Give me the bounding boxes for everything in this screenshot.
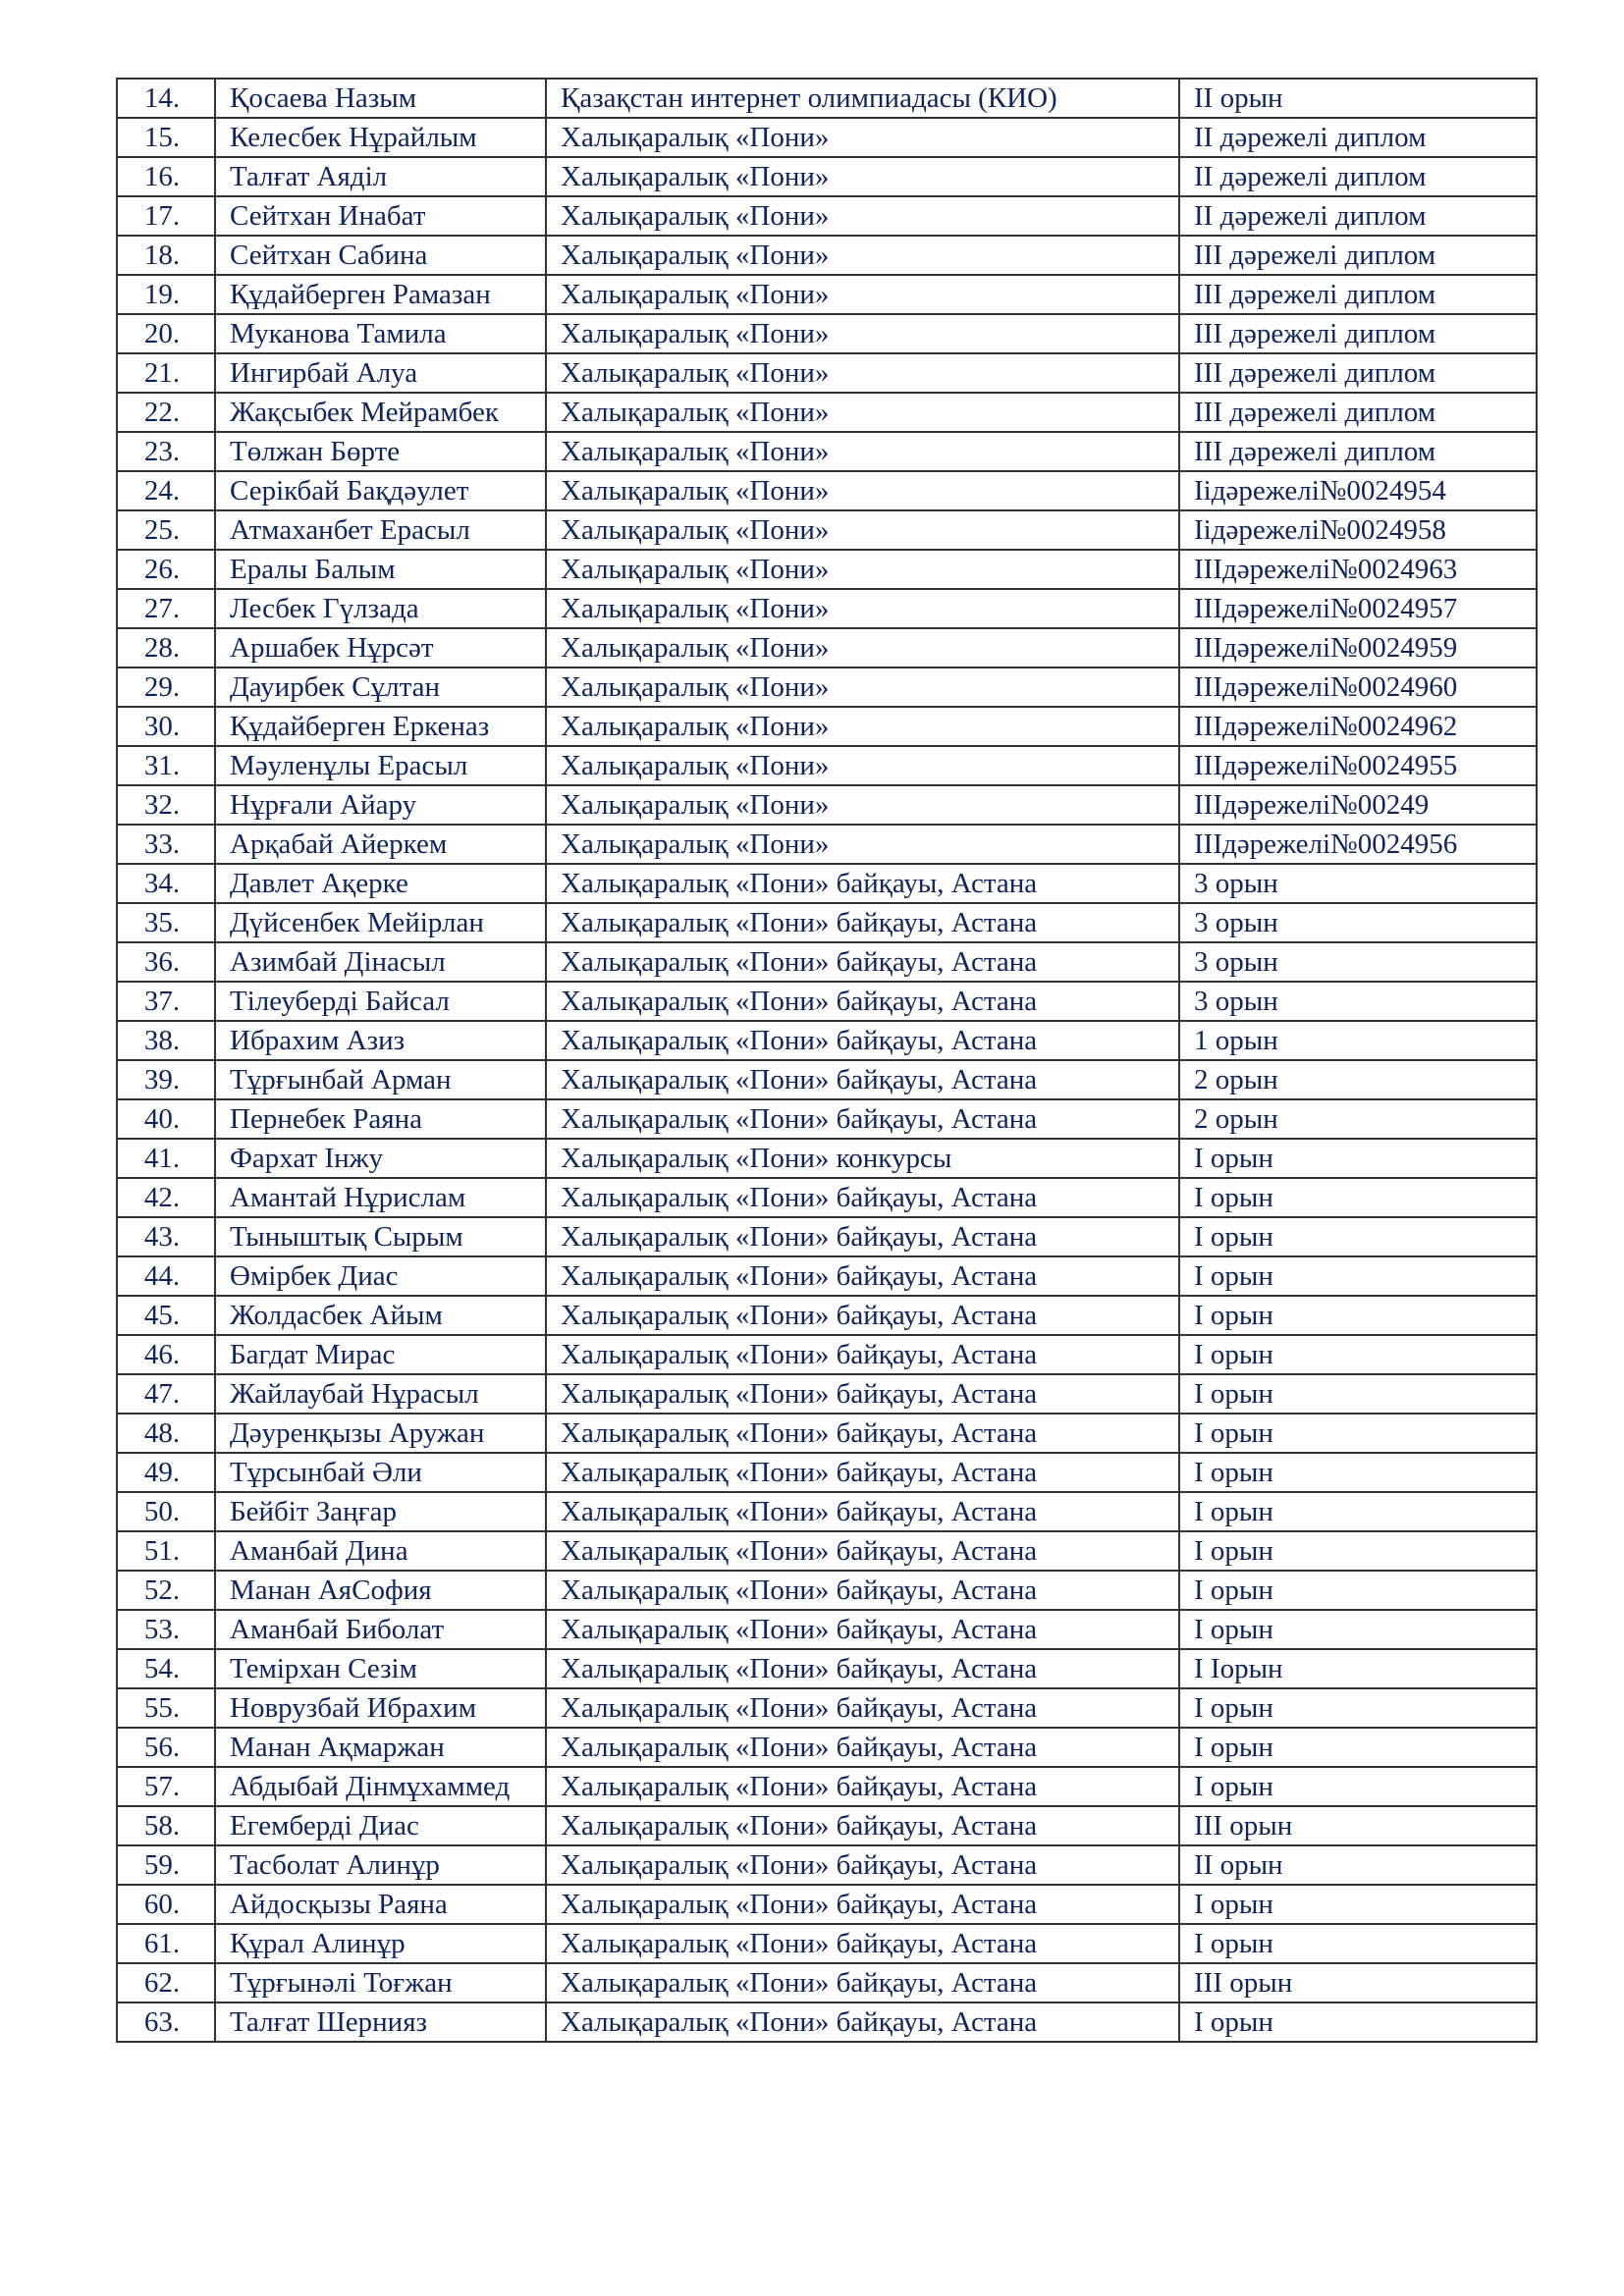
participant-name-cell: Егемберді Диас	[215, 1806, 546, 1845]
award-cell: III дәрежелі диплом	[1179, 275, 1537, 314]
table-row	[117, 1374, 1537, 1414]
competition-cell: Халықаралық «Пони» байқауы, Астана	[546, 1924, 1179, 1963]
table-row	[117, 1924, 1537, 1963]
table-row	[117, 942, 1537, 982]
row-number-cell: 15.	[117, 118, 215, 157]
award-cell: I орын	[1179, 1688, 1537, 1728]
row-number-cell: 62.	[117, 1963, 215, 2002]
participant-name-cell: Өмірбек Диас	[215, 1256, 546, 1296]
award-cell: IIIдәрежелі№0024959	[1179, 628, 1537, 667]
row-number-cell: 37.	[117, 982, 215, 1021]
table-row	[117, 1885, 1537, 1924]
participant-name-cell: Дүйсенбек Мейірлан	[215, 903, 546, 942]
row-number-cell: 52.	[117, 1571, 215, 1610]
award-cell: III орын	[1179, 1963, 1537, 2002]
participant-name-cell: Нұрғали Айару	[215, 785, 546, 825]
table-row	[117, 1806, 1537, 1845]
participant-name-cell: Талғат Аяділ	[215, 157, 546, 196]
table-row	[117, 393, 1537, 432]
row-number-cell: 44.	[117, 1256, 215, 1296]
row-number-cell: 53.	[117, 1610, 215, 1649]
table-row	[117, 628, 1537, 667]
table-row	[117, 903, 1537, 942]
row-number-cell: 33.	[117, 825, 215, 864]
row-number-cell: 43.	[117, 1217, 215, 1256]
row-number-cell: 36.	[117, 942, 215, 982]
award-cell: I орын	[1179, 1610, 1537, 1649]
table-row	[117, 785, 1537, 825]
participant-name-cell: Темірхан Сезім	[215, 1649, 546, 1688]
row-number-cell: 19.	[117, 275, 215, 314]
award-cell: 3 орын	[1179, 982, 1537, 1021]
row-number-cell: 57.	[117, 1767, 215, 1806]
row-number-cell: 34.	[117, 864, 215, 903]
table-row	[117, 79, 1537, 118]
row-number-cell: 47.	[117, 1374, 215, 1414]
table-row	[117, 1139, 1537, 1178]
row-number-cell: 58.	[117, 1806, 215, 1845]
table-row	[117, 118, 1537, 157]
table-row	[117, 864, 1537, 903]
row-number-cell: 18.	[117, 236, 215, 275]
participant-name-cell: Аманбай Биболат	[215, 1610, 546, 1649]
competition-cell: Халықаралық «Пони»	[546, 432, 1179, 471]
award-cell: I орын	[1179, 1414, 1537, 1453]
row-number-cell: 51.	[117, 1531, 215, 1571]
table-row	[117, 1492, 1537, 1531]
participant-name-cell: Тұрсынбай Әли	[215, 1453, 546, 1492]
table-row	[117, 1453, 1537, 1492]
table-row	[117, 314, 1537, 353]
competition-cell: Халықаралық «Пони» байқауы, Астана	[546, 1806, 1179, 1845]
competition-cell: Халықаралық «Пони»	[546, 353, 1179, 393]
row-number-cell: 32.	[117, 785, 215, 825]
row-number-cell: 35.	[117, 903, 215, 942]
row-number-cell: 14.	[117, 79, 215, 118]
row-number-cell: 60.	[117, 1885, 215, 1924]
participant-name-cell: Аманбай Дина	[215, 1531, 546, 1571]
table-row	[117, 589, 1537, 628]
participant-name-cell: Лесбек Гүлзада	[215, 589, 546, 628]
award-cell: I орын	[1179, 1571, 1537, 1610]
award-cell: IIIдәрежелі№0024960	[1179, 667, 1537, 707]
row-number-cell: 24.	[117, 471, 215, 510]
participant-name-cell: Құдайберген Рамазан	[215, 275, 546, 314]
participant-name-cell: Давлет Ақерке	[215, 864, 546, 903]
participant-name-cell: Амантай Нұрислам	[215, 1178, 546, 1217]
competition-cell: Халықаралық «Пони» байқауы, Астана	[546, 1571, 1179, 1610]
competition-cell: Халықаралық «Пони» байқауы, Астана	[546, 1885, 1179, 1924]
competition-cell: Халықаралық «Пони» байқауы, Астана	[546, 942, 1179, 982]
table-row	[117, 236, 1537, 275]
table-row	[117, 746, 1537, 785]
competition-cell: Халықаралық «Пони»	[546, 746, 1179, 785]
table-row	[117, 1217, 1537, 1256]
award-cell: II орын	[1179, 1845, 1537, 1885]
table-row	[117, 1178, 1537, 1217]
participant-name-cell: Құдайберген Еркеназ	[215, 707, 546, 746]
row-number-cell: 27.	[117, 589, 215, 628]
participant-name-cell: Серікбай Бақдәулет	[215, 471, 546, 510]
competition-cell: Халықаралық «Пони» конкурсы	[546, 1139, 1179, 1178]
competition-cell: Халықаралық «Пони»	[546, 236, 1179, 275]
table-row	[117, 353, 1537, 393]
row-number-cell: 48.	[117, 1414, 215, 1453]
participant-name-cell: Атмаханбет Ерасыл	[215, 510, 546, 550]
table-row	[117, 1728, 1537, 1767]
row-number-cell: 39.	[117, 1060, 215, 1099]
table-row	[117, 1963, 1537, 2002]
award-cell: 2 орын	[1179, 1099, 1537, 1139]
award-cell: I орын	[1179, 1885, 1537, 1924]
table-row	[117, 1256, 1537, 1296]
table-row	[117, 707, 1537, 746]
participant-name-cell: Манан АяСофия	[215, 1571, 546, 1610]
row-number-cell: 17.	[117, 196, 215, 236]
participant-name-cell: Жолдасбек Айым	[215, 1296, 546, 1335]
participant-name-cell: Тыныштық Сырым	[215, 1217, 546, 1256]
participant-name-cell: Азимбай Дінасыл	[215, 942, 546, 982]
participant-name-cell: Қосаева Назым	[215, 79, 546, 118]
competition-cell: Халықаралық «Пони»	[546, 550, 1179, 589]
participant-name-cell: Аршабек Нұрсәт	[215, 628, 546, 667]
row-number-cell: 41.	[117, 1139, 215, 1178]
participant-name-cell: Муканова Тамила	[215, 314, 546, 353]
participant-name-cell: Төлжан Бөрте	[215, 432, 546, 471]
table-row	[117, 510, 1537, 550]
participant-name-cell: Тұрғынбай Арман	[215, 1060, 546, 1099]
row-number-cell: 31.	[117, 746, 215, 785]
table-row	[117, 1335, 1537, 1374]
competition-cell: Халықаралық «Пони» байқауы, Астана	[546, 1099, 1179, 1139]
row-number-cell: 21.	[117, 353, 215, 393]
award-cell: Iідәрежелі№0024954	[1179, 471, 1537, 510]
competition-cell: Халықаралық «Пони» байқауы, Астана	[546, 1767, 1179, 1806]
award-cell: I орын	[1179, 1217, 1537, 1256]
participant-name-cell: Келесбек Нұрайлым	[215, 118, 546, 157]
competition-cell: Халықаралық «Пони» байқауы, Астана	[546, 864, 1179, 903]
participant-name-cell: Манан Ақмаржан	[215, 1728, 546, 1767]
participant-name-cell: Пернебек Раяна	[215, 1099, 546, 1139]
table-row	[117, 1414, 1537, 1453]
row-number-cell: 38.	[117, 1021, 215, 1060]
participant-name-cell: Жайлаубай Нұрасыл	[215, 1374, 546, 1414]
competition-cell: Халықаралық «Пони» байқауы, Астана	[546, 1649, 1179, 1688]
competition-cell: Халықаралық «Пони»	[546, 118, 1179, 157]
row-number-cell: 42.	[117, 1178, 215, 1217]
competition-cell: Халықаралық «Пони»	[546, 393, 1179, 432]
participant-name-cell: Мәуленұлы Ерасыл	[215, 746, 546, 785]
award-cell: I орын	[1179, 2002, 1537, 2042]
award-cell: III дәрежелі диплом	[1179, 314, 1537, 353]
award-cell: I орын	[1179, 1296, 1537, 1335]
table-row	[117, 275, 1537, 314]
competition-cell: Халықаралық «Пони» байқауы, Астана	[546, 1256, 1179, 1296]
table-row	[117, 1571, 1537, 1610]
competition-cell: Халықаралық «Пони» байқауы, Астана	[546, 1021, 1179, 1060]
award-cell: 2 орын	[1179, 1060, 1537, 1099]
award-cell: I орын	[1179, 1492, 1537, 1531]
award-cell: IIIдәрежелі№0024956	[1179, 825, 1537, 864]
competition-cell: Халықаралық «Пони»	[546, 667, 1179, 707]
award-cell: II дәрежелі диплом	[1179, 196, 1537, 236]
participant-name-cell: Ибрахим Азиз	[215, 1021, 546, 1060]
competition-cell: Халықаралық «Пони»	[546, 707, 1179, 746]
row-number-cell: 29.	[117, 667, 215, 707]
award-cell: I орын	[1179, 1531, 1537, 1571]
table-row	[117, 1649, 1537, 1688]
participant-name-cell: Дәуренқызы Аружан	[215, 1414, 546, 1453]
award-cell: II орын	[1179, 79, 1537, 118]
competition-cell: Халықаралық «Пони» байқауы, Астана	[546, 2002, 1179, 2042]
award-cell: III орын	[1179, 1806, 1537, 1845]
competition-cell: Халықаралық «Пони»	[546, 510, 1179, 550]
competition-cell: Халықаралық «Пони»	[546, 825, 1179, 864]
row-number-cell: 61.	[117, 1924, 215, 1963]
participant-name-cell: Сейтхан Инабат	[215, 196, 546, 236]
table-row	[117, 471, 1537, 510]
row-number-cell: 63.	[117, 2002, 215, 2042]
table-row	[117, 550, 1537, 589]
row-number-cell: 28.	[117, 628, 215, 667]
table-row	[117, 1610, 1537, 1649]
award-cell: 3 орын	[1179, 903, 1537, 942]
table-row	[117, 2002, 1537, 2042]
row-number-cell: 23.	[117, 432, 215, 471]
award-cell: IIIдәрежелі№00249	[1179, 785, 1537, 825]
participant-name-cell: Тұрғынәлі Тоғжан	[215, 1963, 546, 2002]
competition-cell: Халықаралық «Пони»	[546, 628, 1179, 667]
award-cell: I орын	[1179, 1767, 1537, 1806]
participant-name-cell: Тасболат Алинұр	[215, 1845, 546, 1885]
row-number-cell: 46.	[117, 1335, 215, 1374]
competition-cell: Халықаралық «Пони» байқауы, Астана	[546, 1414, 1179, 1453]
competition-cell: Халықаралық «Пони» байқауы, Астана	[546, 1453, 1179, 1492]
award-cell: II дәрежелі диплом	[1179, 157, 1537, 196]
table-row	[117, 825, 1537, 864]
row-number-cell: 54.	[117, 1649, 215, 1688]
table-row	[117, 1688, 1537, 1728]
award-cell: I орын	[1179, 1178, 1537, 1217]
table-row	[117, 1531, 1537, 1571]
table-row	[117, 1296, 1537, 1335]
table-row	[117, 1767, 1537, 1806]
row-number-cell: 25.	[117, 510, 215, 550]
award-cell: IIIдәрежелі№0024962	[1179, 707, 1537, 746]
table-row	[117, 1099, 1537, 1139]
award-cell: IIIдәрежелі№0024957	[1179, 589, 1537, 628]
award-cell: 3 орын	[1179, 942, 1537, 982]
row-number-cell: 40.	[117, 1099, 215, 1139]
award-cell: I орын	[1179, 1374, 1537, 1414]
competition-cell: Халықаралық «Пони» байқауы, Астана	[546, 1728, 1179, 1767]
awards-table-body	[117, 79, 1537, 2042]
row-number-cell: 22.	[117, 393, 215, 432]
competition-cell: Халықаралық «Пони» байқауы, Астана	[546, 1492, 1179, 1531]
competition-cell: Халықаралық «Пони» байқауы, Астана	[546, 1178, 1179, 1217]
participant-name-cell: Багдат Мирас	[215, 1335, 546, 1374]
competition-cell: Халықаралық «Пони» байқауы, Астана	[546, 1374, 1179, 1414]
table-row	[117, 432, 1537, 471]
competition-cell: Халықаралық «Пони» байқауы, Астана	[546, 1610, 1179, 1649]
row-number-cell: 59.	[117, 1845, 215, 1885]
row-number-cell: 16.	[117, 157, 215, 196]
competition-cell: Халықаралық «Пони»	[546, 589, 1179, 628]
row-number-cell: 56.	[117, 1728, 215, 1767]
award-cell: II дәрежелі диплом	[1179, 118, 1537, 157]
competition-cell: Халықаралық «Пони» байқауы, Астана	[546, 1845, 1179, 1885]
award-cell: III дәрежелі диплом	[1179, 236, 1537, 275]
award-cell: IIIдәрежелі№0024963	[1179, 550, 1537, 589]
row-number-cell: 20.	[117, 314, 215, 353]
competition-cell: Халықаралық «Пони»	[546, 196, 1179, 236]
award-cell: III дәрежелі диплом	[1179, 432, 1537, 471]
award-cell: I орын	[1179, 1335, 1537, 1374]
participant-name-cell: Арқабай Айеркем	[215, 825, 546, 864]
participant-name-cell: Дауирбек Сұлтан	[215, 667, 546, 707]
award-cell: I Iорын	[1179, 1649, 1537, 1688]
awards-table	[116, 78, 1538, 2043]
participant-name-cell: Фархат Інжу	[215, 1139, 546, 1178]
row-number-cell: 50.	[117, 1492, 215, 1531]
participant-name-cell: Новрузбай Ибрахим	[215, 1688, 546, 1728]
competition-cell: Халықаралық «Пони»	[546, 157, 1179, 196]
row-number-cell: 55.	[117, 1688, 215, 1728]
competition-cell: Халықаралық «Пони» байқауы, Астана	[546, 903, 1179, 942]
row-number-cell: 45.	[117, 1296, 215, 1335]
row-number-cell: 26.	[117, 550, 215, 589]
competition-cell: Халықаралық «Пони» байқауы, Астана	[546, 1688, 1179, 1728]
participant-name-cell: Сейтхан Сабина	[215, 236, 546, 275]
award-cell: I орын	[1179, 1139, 1537, 1178]
participant-name-cell: Бейбіт Заңғар	[215, 1492, 546, 1531]
table-row	[117, 982, 1537, 1021]
award-cell: I орын	[1179, 1256, 1537, 1296]
participant-name-cell: Талғат Шернияз	[215, 2002, 546, 2042]
competition-cell: Халықаралық «Пони» байқауы, Астана	[546, 1531, 1179, 1571]
competition-cell: Халықаралық «Пони» байқауы, Астана	[546, 1335, 1179, 1374]
table-row	[117, 667, 1537, 707]
award-cell: 1 орын	[1179, 1021, 1537, 1060]
table-row	[117, 1845, 1537, 1885]
table-row	[117, 196, 1537, 236]
competition-cell: Халықаралық «Пони» байқауы, Астана	[546, 1296, 1179, 1335]
award-cell: 3 орын	[1179, 864, 1537, 903]
table-row	[117, 1021, 1537, 1060]
table-row	[117, 157, 1537, 196]
table-row	[117, 1060, 1537, 1099]
award-cell: III дәрежелі диплом	[1179, 393, 1537, 432]
participant-name-cell: Тілеуберді Байсал	[215, 982, 546, 1021]
award-cell: III дәрежелі диплом	[1179, 353, 1537, 393]
competition-cell: Халықаралық «Пони»	[546, 275, 1179, 314]
row-number-cell: 30.	[117, 707, 215, 746]
participant-name-cell: Абдыбай Дінмұхаммед	[215, 1767, 546, 1806]
award-cell: IIIдәрежелі№0024955	[1179, 746, 1537, 785]
competition-cell: Халықаралық «Пони» байқауы, Астана	[546, 1060, 1179, 1099]
competition-cell: Халықаралық «Пони» байқауы, Астана	[546, 1217, 1179, 1256]
award-cell: Iідәрежелі№0024958	[1179, 510, 1537, 550]
row-number-cell: 49.	[117, 1453, 215, 1492]
participant-name-cell: Жақсыбек Мейрамбек	[215, 393, 546, 432]
document-page	[116, 78, 1538, 2043]
competition-cell: Халықаралық «Пони»	[546, 785, 1179, 825]
participant-name-cell: Айдосқызы Раяна	[215, 1885, 546, 1924]
award-cell: I орын	[1179, 1924, 1537, 1963]
competition-cell: Қазақстан интернет олимпиадасы (КИО)	[546, 79, 1179, 118]
competition-cell: Халықаралық «Пони»	[546, 471, 1179, 510]
award-cell: I орын	[1179, 1453, 1537, 1492]
participant-name-cell: Құрал Алинұр	[215, 1924, 546, 1963]
participant-name-cell: Ералы Балым	[215, 550, 546, 589]
competition-cell: Халықаралық «Пони» байқауы, Астана	[546, 982, 1179, 1021]
award-cell: I орын	[1179, 1728, 1537, 1767]
competition-cell: Халықаралық «Пони»	[546, 314, 1179, 353]
competition-cell: Халықаралық «Пони» байқауы, Астана	[546, 1963, 1179, 2002]
participant-name-cell: Ингирбай Алуа	[215, 353, 546, 393]
